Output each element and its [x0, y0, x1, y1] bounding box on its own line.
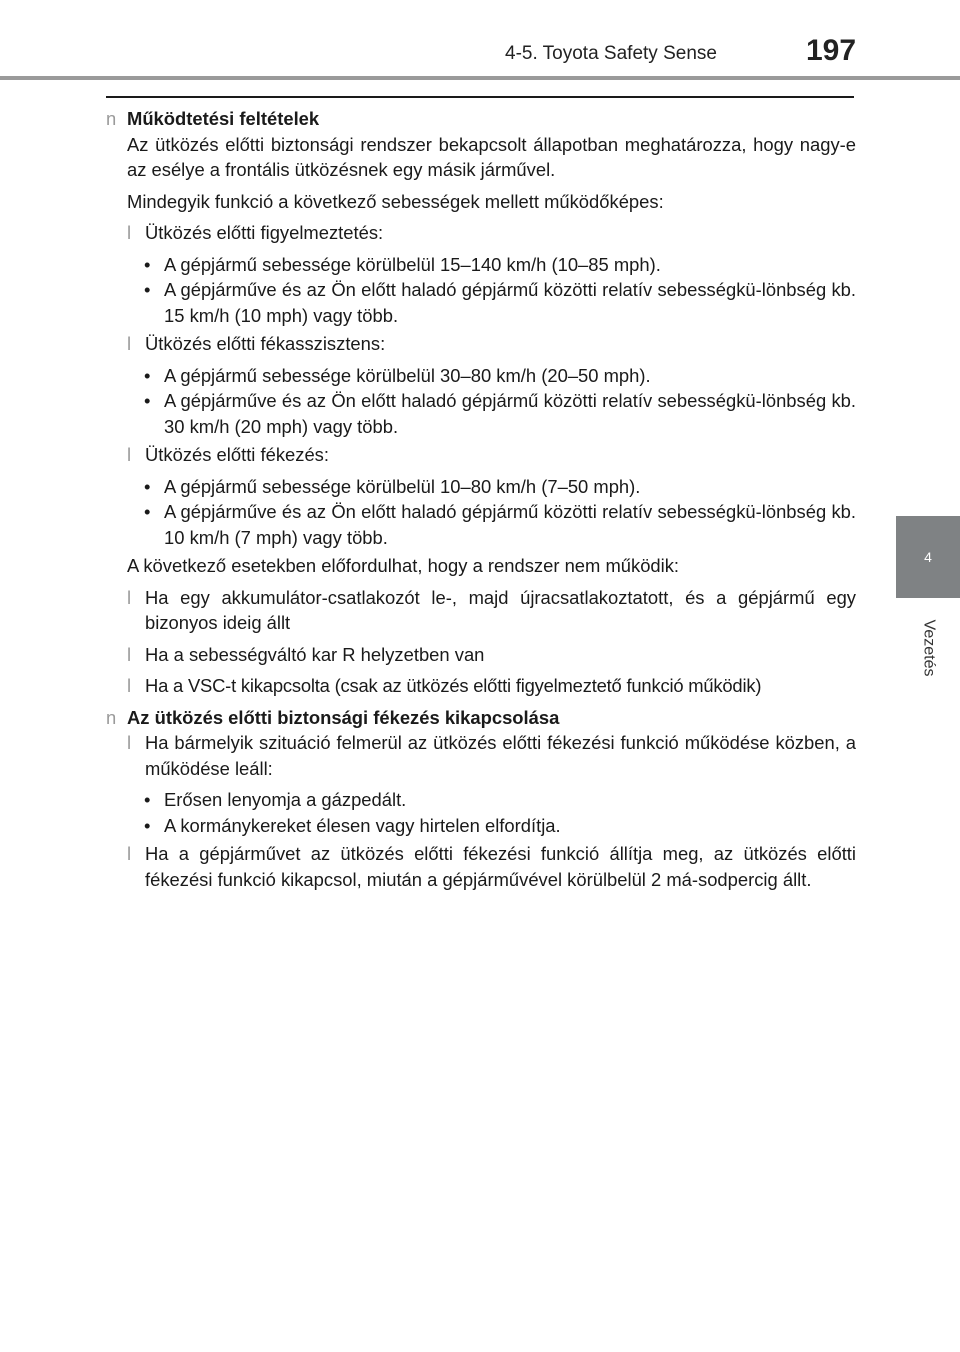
bullet-text: A gépjárműve és az Ön előtt haladó gépjármű közötti relatív sebességkü-lönbség kb. 30 km/h (20 mph) vagy több.	[164, 390, 856, 437]
item-text: Ütközés előtti figyelmeztetés:	[145, 222, 384, 243]
paragraph: Mindegyik funkció a következő sebességek mellett működőképes:	[127, 190, 664, 212]
bullet-item: • A kormánykereket élesen vagy hirtelen elfordítja.	[144, 814, 561, 836]
bullet-item: • A gépjármű sebessége körülbelül 15–140 km/h (10–85 mph).	[144, 253, 661, 275]
chapter-number: 4	[924, 549, 932, 565]
item-marker: l	[127, 586, 132, 608]
bullet-item: • A gépjárműve és az Ön előtt haladó gépjármű közötti relatív sebességkü-lönbség kb. 30 km/h (20 mph) vagy több.	[144, 390, 856, 437]
bullet-list	[106, 252, 856, 329]
item-text: Ha bármelyik szituáció felmerül az ütközés előtti fékezési funkció működése közben, a működése leáll:	[145, 732, 856, 779]
list-item-reverse-gear	[106, 642, 856, 668]
header-section-title: 4-5. Toyota Safety Sense	[505, 43, 717, 64]
item-text: Ha a gépjárművet az ütközés előtti fékezési funkció állítja meg, az ütközés előtti fékezési funkció kikapcsol, miután a gépjárművével körülbelül 2 má-sodpercig állt.	[145, 843, 856, 890]
list-item-situation	[106, 730, 856, 781]
bullet-text: Erősen lenyomja a gázpedált.	[164, 789, 407, 810]
bullet-item: • Erősen lenyomja a gázpedált.	[144, 789, 407, 810]
list-item-braking	[106, 442, 856, 468]
bullet-list	[106, 474, 856, 551]
bullet-list	[106, 363, 856, 440]
header-divider	[0, 76, 960, 80]
bullet-item: • A gépjárműve és az Ön előtt haladó gépjármű közötti relatív sebességkü-lönbség kb. 10 km/h (7 mph) vagy több.	[144, 501, 856, 548]
item-text: Ha a VSC-t kikapcsolta (csak az ütközés előtti figyelmeztető funkció működik)	[145, 675, 762, 696]
list-item-stopped	[106, 841, 856, 892]
chapter-tab	[896, 516, 960, 598]
bullet-list	[106, 787, 856, 838]
item-marker: l	[127, 675, 131, 696]
bullet-text: A gépjármű sebessége körülbelül 30–80 km/h (20–50 mph).	[164, 364, 651, 386]
bullet-item: • A gépjármű sebessége körülbelül 10–80 km/h (7–50 mph).	[144, 475, 641, 497]
item-text: Ütközés előtti fékezés:	[145, 444, 329, 465]
section-marker: n	[106, 108, 117, 129]
item-marker: l	[127, 732, 132, 753]
item-marker: l	[127, 444, 132, 465]
paragraph: A következő esetekben előfordulhat, hogy a rendszer nem működik:	[127, 555, 680, 576]
item-text: Ha egy akkumulátor-csatlakozót le-, majd újracsatlakoztatott, és a gépjármű egy bizonyos ideig állt	[145, 586, 856, 633]
section-title: Működtetési feltételek	[127, 108, 320, 129]
bullet-text: A gépjárműve és az Ön előtt haladó gépjármű közötti relatív sebességkü-lönbség kb. 15 km/h (10 mph) vagy több.	[164, 279, 856, 326]
bullet-text: A kormánykereket élesen vagy hirtelen elfordítja.	[164, 814, 561, 836]
bullet-text: A gépjármű sebessége körülbelül 10–80 km/h (7–50 mph).	[164, 475, 641, 497]
section-title: Az ütközés előtti biztonsági fékezés kikapcsolása	[127, 706, 560, 728]
list-item-battery	[106, 585, 856, 636]
page-number: 197	[806, 34, 857, 67]
list-item-warning	[106, 220, 856, 246]
section-heading-operating-conditions	[106, 106, 856, 132]
chapter-name: Vezetés	[920, 619, 937, 677]
section-heading-braking-cancel	[106, 705, 856, 731]
bullet-item: • A gépjármű sebessége körülbelül 30–80 km/h (20–50 mph).	[144, 364, 651, 386]
item-marker: l	[127, 843, 132, 864]
item-marker: l	[127, 333, 132, 354]
bullet-text: A gépjárműve és az Ön előtt haladó gépjármű közötti relatív sebességkü-lönbség kb. 10 km/h (7 mph) vagy több.	[164, 501, 856, 548]
item-text: Ha a sebességváltó kar R helyzetben van	[145, 643, 485, 665]
bullet-text: A gépjármű sebessége körülbelül 15–140 km/h (10–85 mph).	[164, 253, 661, 275]
list-item-brake-assist	[106, 331, 856, 357]
item-marker: l	[127, 643, 132, 665]
page-content	[106, 106, 856, 898]
item-marker: l	[127, 222, 132, 243]
content-top-rule	[106, 96, 854, 98]
section-marker: n	[106, 706, 117, 728]
item-text: Ütközés előtti fékasszisztens:	[145, 333, 386, 354]
bullet-item: • A gépjárműve és az Ön előtt haladó gépjármű közötti relatív sebességkü-lönbség kb. 15 km/h (10 mph) vagy több.	[144, 279, 856, 326]
list-item-vsc-off	[106, 673, 856, 699]
paragraph: Az ütközés előtti biztonsági rendszer bekapcsolt állapotban meghatározza, hogy nagy-e az esélye a frontális ütközésnek egy másik járművel.	[127, 133, 856, 180]
chapter-side-label	[896, 598, 960, 698]
